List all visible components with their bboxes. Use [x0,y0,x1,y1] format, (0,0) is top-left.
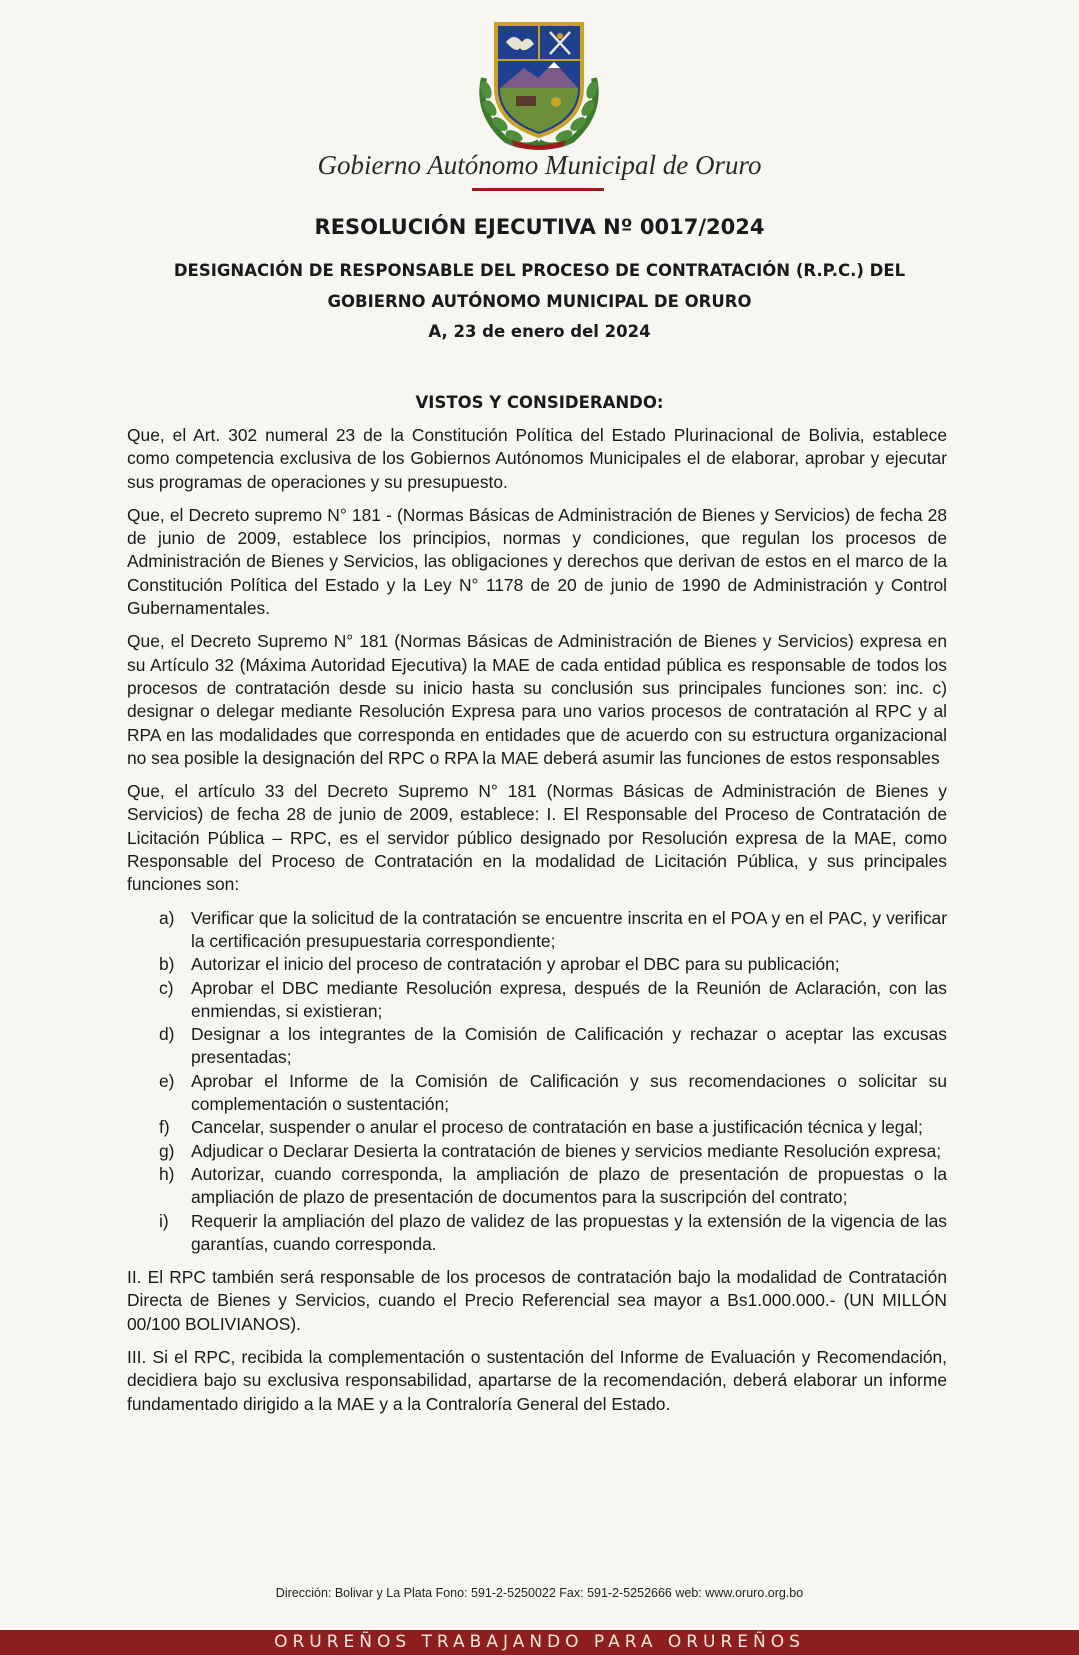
list-item-text: Autorizar el inicio del proceso de contratación y aprobar el DBC para su publicación; [191,954,840,975]
list-item [159,977,947,1024]
list-marker: d) [159,1024,175,1045]
list-item [159,1210,947,1257]
list-item [159,1140,947,1163]
footer-slogan: ORUREÑOS TRABAJANDO PARA ORUREÑOS [274,1632,805,1652]
list-marker: g) [159,1140,175,1161]
subtitle-line-1: DESIGNACIÓN DE RESPONSABLE DEL PROCESO DE CONTRATACIÓN (R.P.C.) DEL [173,261,906,280]
section-heading: VISTOS Y CONSIDERANDO: [415,393,664,412]
list-item-text: Verificar que la solicitud de la contratación se encuentre inscrita en el POA y en el PAC, y verificar la certificación presupuestaria correspondiente; [191,907,947,951]
list-marker: f) [159,1117,170,1138]
list-item [159,1070,947,1117]
list-marker: h) [159,1163,175,1184]
list-marker: i) [159,1210,169,1231]
list-item-text: Adjudicar o Declarar Desierta la contratación de bienes y servicios mediante Resolución expresa; [191,1140,942,1161]
subtitle-line-2: GOBIERNO AUTÓNOMO MUNICIPAL DE ORURO [327,292,752,311]
paragraph-4: Que, el artículo 33 del Decreto Supremo N° 181 (Normas Básicas de Administración de Bienes y Servicios) de fecha 28 de junio de 2009, establece: I. El Responsable del Proceso de Contratación de Licitación Pública – RPC, es el servidor público designado por Resolución expresa de la MAE, como Responsable del Proceso de Contratación en la modalidad de Licitación Pública, y sus principales funciones son: [127,781,947,895]
footer-address: Dirección: Bolivar y La Plata Fono: 591-2-5250022 Fax: 591-2-5252666 web: www.oruro.org.bo [275,1586,804,1600]
footer-band [0,1630,1079,1655]
list-item-text: Autorizar, cuando corresponda, la ampliación de plazo de presentación de propuestas o la ampliación de plazo de presentación de documentos para la suscripción del contrato; [191,1163,947,1208]
list-item [159,953,947,976]
list-item [159,907,947,954]
paragraph-5: II. El RPC también será responsable de los procesos de contratación bajo la modalidad de Contratación Directa de Bienes y Servicios, cuando el Precio Referencial sea mayor a Bs1.000.000.- (UN MILLÓN 00/100 BOLIVIANOS). [127,1267,947,1334]
list-marker: c) [159,977,174,998]
list-item-text: Requerir la ampliación del plazo de validez de las propuestas y la extensión de la vigencia de las garantías, cuando corresponda. [191,1210,947,1254]
list-marker: e) [159,1070,175,1091]
resolution-title: RESOLUCIÓN EJECUTIVA Nº 0017/2024 [314,215,765,239]
list-marker: a) [159,907,175,928]
paragraph-3: Que, el Decreto Supremo N° 181 (Normas Básicas de Administración de Bienes y Servicios) expresa en su Artículo 32 (Máxima Autoridad Ejecutiva) la MAE de cada entidad pública es responsable de todos los procesos de contratación desde su inicio hasta su conclusión sus principales funciones son: inc. c) designar o delegar mediante Resolución Expresa para uno varios procesos de contratación al RPC y al RPA en las modalidades que corresponda en entidades que de acuerdo con su estructura organizacional no sea posible la designación del RPC o RPA la MAE deberá asumir las funciones de estos responsables [127,631,947,768]
paragraph-2: Que, el Decreto supremo N° 181 - (Normas Básicas de Administración de Bienes y Servicios) de fecha 28 de junio de 2009, establece los principios, normas y condiciones, que regulan los procesos de Administración de Bienes y Servicios, las obligaciones y derechos que derivan de estos en el marco de la Constitución Política del Estado y la Ley N° 1178 de 20 de junio de 1990 de Administración y Control Gubernamentales. [127,504,947,619]
list-marker: b) [159,954,175,975]
title-underline [472,188,604,191]
organization-name: Gobierno Autónomo Municipal de Oruro [317,150,762,180]
functions-list [127,907,947,1256]
paragraph-6: III. Si el RPC, recibida la complementación o sustentación del Informe de Evaluación y Recomendación, decidiera bajo su exclusiva responsabilidad, apartarse de la recomendación, deberá elaborar un informe fundamentado dirigido a la MAE y a la Contraloría General del Estado. [127,1346,947,1414]
list-item-text: Cancelar, suspender o anular el proceso de contratación en base a justificación técnica y legal; [191,1117,923,1138]
list-item-text: Aprobar el DBC mediante Resolución expresa, después de la Reunión de Aclaración, con las enmiendas, si existieran; [191,977,947,1021]
paragraph-1: Que, el Art. 302 numeral 23 de la Constitución Política del Estado Plurinacional de Bolivia, establece como competencia exclusiva de los Gobiernos Autónomos Municipales el de elaborar, aprobar y ejecutar sus programas de operaciones y su presupuesto. [127,425,947,492]
list-item [159,1023,947,1070]
document-body [127,424,947,1426]
list-item-text: Designar a los integrantes de la Comisión de Calificación y rechazar o aceptar las excusas presentadas; [191,1024,947,1068]
list-item [159,1163,947,1210]
resolution-date: A, 23 de enero del 2024 [428,322,651,341]
resolution-subtitle [0,255,1079,317]
list-item [159,1116,947,1139]
list-item-text: Aprobar el Informe de la Comisión de Calificación y sus recomendaciones o solicitar su complementación o sustentación; [191,1070,947,1115]
coat-of-arms-icon [466,18,612,152]
